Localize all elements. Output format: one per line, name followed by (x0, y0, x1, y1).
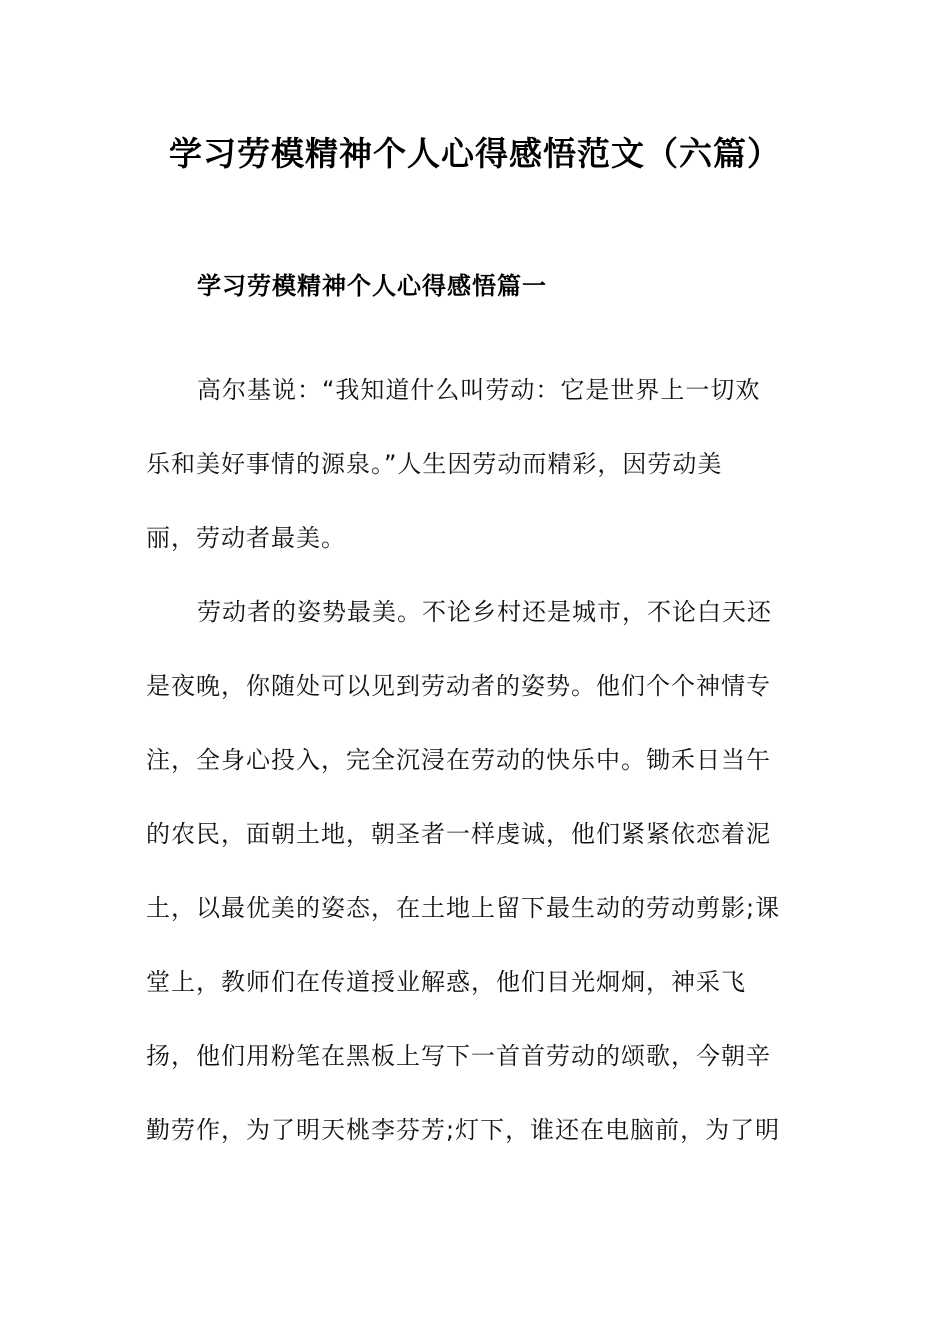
paragraph-line: 注，全身心投入，完全沉浸在劳动的快乐中。锄禾日当午 (146, 746, 771, 774)
paragraph-line: 劳动者的姿势最美。不论乡村还是城市，不论白天还 (197, 598, 772, 626)
paragraph-line: 是夜晚，你随处可以见到劳动者的姿势。他们个个神情专 (146, 672, 771, 700)
paragraph-line: 的农民，面朝土地，朝圣者一样虔诚，他们紧紧依恋着泥 (146, 820, 771, 848)
paragraph-line: 土，以最优美的姿态，在土地上留下最生动的劳动剪影;课 (146, 894, 781, 922)
paragraph-line: 勤劳作，为了明天桃李芬芳;灯下，谁还在电脑前，为了明 (146, 1116, 781, 1144)
paragraph-line: 扬，他们用粉笔在黑板上写下一首首劳动的颂歌，今朝辛 (146, 1042, 771, 1070)
body-text (146, 364, 806, 1178)
paragraph-line: 乐和美好事情的源泉。”人生因劳动而精彩，因劳动美 (146, 450, 723, 478)
document-title: 学习劳模精神个人心得感悟范文（六篇） (169, 134, 781, 173)
paragraph-line: 高尔基说：“我知道什么叫劳动：它是世界上一切欢 (197, 376, 761, 404)
paragraph-line: 堂上，教师们在传道授业解惑，他们目光炯炯，神采飞 (146, 968, 746, 996)
paragraph-line: 丽，劳动者最美。 (146, 524, 346, 552)
section-heading: 学习劳模精神个人心得感悟篇一 (197, 272, 547, 300)
